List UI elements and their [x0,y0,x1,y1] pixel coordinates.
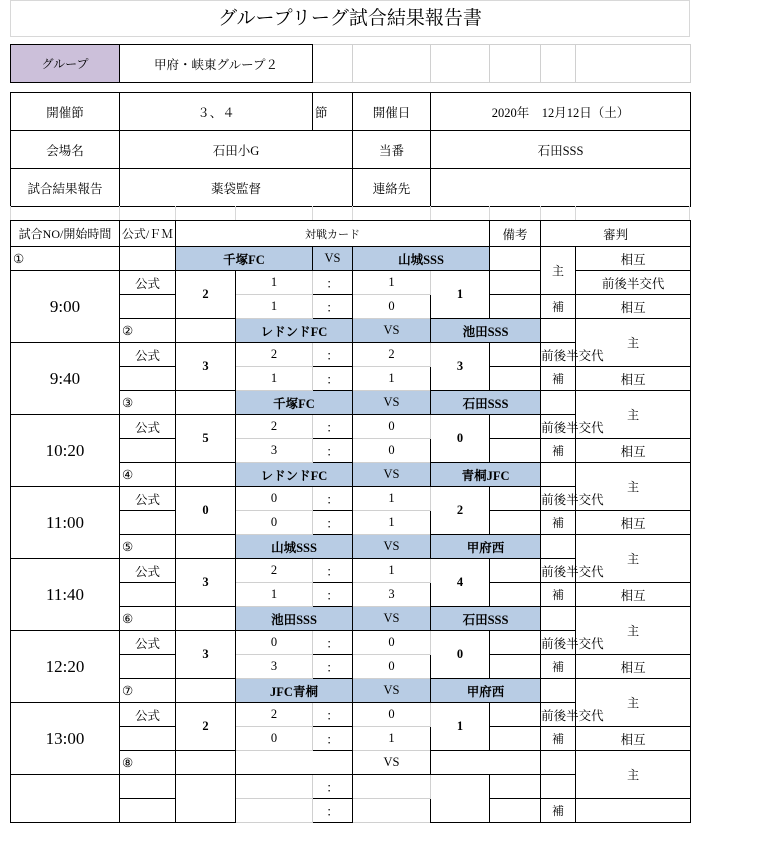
reporter-value: 薬袋監督 [120,169,353,207]
away-team: 甲府西 [431,679,541,703]
referee-sub: 相互 [576,439,691,463]
results-table [10,220,691,823]
vs-label: VS [353,607,431,631]
reporter-label: 試合結果報告 [11,169,120,207]
away-first-half: 2 [353,343,431,367]
referee-sub: 相互 [576,583,691,607]
away-first-half: 1 [353,271,431,295]
home-second-half: 3 [236,655,313,679]
away-team: 甲府西 [431,535,541,559]
home-team: レドンドFC [236,319,353,343]
home-team: 山城SSS [236,535,353,559]
vs-label: VS [353,319,431,343]
header-match-no: 試合NO/開始時間 [11,221,120,247]
away-total [431,775,490,823]
match-time: 12:20 [11,631,120,703]
separator-gap [10,206,690,220]
date-label: 開催日 [353,93,431,131]
home-total: 3 [176,343,236,391]
match-time: 10:20 [11,415,120,487]
vs-label: VS [353,679,431,703]
home-total: 2 [176,271,236,319]
home-team: 千塚FC [176,247,313,271]
referee-main-2: 前後半交代 [541,703,576,727]
match-time: 11:40 [11,559,120,631]
score-colon: ： [313,799,353,823]
away-first-half: 1 [353,487,431,511]
away-team [431,751,541,775]
away-team: 青桐JFC [431,463,541,487]
venue-value: 石田小G [120,131,353,169]
home-first-half: 0 [236,631,313,655]
referee-main-2: 前後半交代 [541,631,576,655]
home-team [236,751,353,775]
away-second-half: 0 [353,439,431,463]
home-first-half [236,775,313,799]
vs-label: VS [313,247,353,271]
score-colon: ： [313,271,353,295]
referee-sub-label: 補 [541,367,576,391]
match-row [11,271,691,295]
away-total: 1 [431,271,490,319]
duty-value: 石田SSS [431,131,691,169]
group-value: 甲府・峡東グループ２ [120,45,313,83]
group-label: グループ [11,45,120,83]
match-type: 公式 [120,415,176,439]
header-card: 対戦カード [176,221,490,247]
match-type: 公式 [120,631,176,655]
away-second-half: 1 [353,367,431,391]
home-first-half: 2 [236,343,313,367]
home-total: 3 [176,631,236,679]
referee-sub-label: 補 [541,583,576,607]
referee-sub: 相互 [576,511,691,535]
score-colon: ： [313,655,353,679]
results-header-row [11,221,691,247]
referee-main-2: 前後半交代 [541,415,576,439]
match-number: ③ [120,391,176,415]
referee-sub-label: 補 [541,655,576,679]
referee-main-2 [541,775,576,799]
header-type: 公式/ＦＭ [120,221,176,247]
away-total: 1 [431,703,490,751]
referee-sub-label: 補 [541,511,576,535]
round-label: 開催節 [11,93,120,131]
info-table [10,92,691,207]
group-table [10,44,691,83]
referee-sub: 相互 [576,295,691,319]
match-time: 13:00 [11,703,120,775]
match-number: ⑦ [120,679,176,703]
referee-main-label: 主 [576,463,691,511]
referee-main-label: 主 [576,679,691,727]
duty-label: 当番 [353,131,431,169]
score-colon: ： [313,295,353,319]
away-first-half: 1 [353,559,431,583]
score-colon: ： [313,727,353,751]
away-team: 池田SSS [431,319,541,343]
home-total [176,775,236,823]
home-total: 3 [176,559,236,607]
match-time: 9:00 [11,271,120,343]
match-number: ⑤ [120,535,176,559]
home-team: JFC青桐 [236,679,353,703]
referee-main-label: 主 [576,535,691,583]
home-second-half [236,799,313,823]
match-time: 9:40 [11,343,120,415]
header-notes: 備考 [490,221,541,247]
away-second-half: 1 [353,511,431,535]
score-colon: ： [313,559,353,583]
away-second-half: 3 [353,583,431,607]
away-second-half: 0 [353,655,431,679]
score-colon: ： [313,367,353,391]
referee-main-label: 主 [576,751,691,799]
away-first-half: 0 [353,703,431,727]
header-referee: 審判 [541,221,691,247]
referee-main-label: 主 [576,319,691,367]
home-team: 千塚FC [236,391,353,415]
referee-sub [576,799,691,823]
match-row [11,247,691,271]
away-first-half: 0 [353,415,431,439]
away-second-half: 0 [353,295,431,319]
away-second-half [353,799,431,823]
away-total: 4 [431,559,490,607]
referee-main-2: 前後半交代 [541,343,576,367]
home-total: 0 [176,487,236,535]
home-second-half: 1 [236,583,313,607]
match-number: ⑧ [120,751,176,775]
referee-sub: 相互 [576,367,691,391]
match-type [120,775,176,799]
match-number: ② [120,319,176,343]
score-colon: ： [313,439,353,463]
date-value: 2020年 12月12日（土） [431,93,691,131]
referee-main-2: 前後半交代 [541,559,576,583]
score-colon: ： [313,487,353,511]
match-number: ⑥ [120,607,176,631]
home-second-half: 1 [236,367,313,391]
referee-main-1: 相互 [576,247,691,271]
score-colon: ： [313,583,353,607]
vs-label: VS [353,463,431,487]
match-time [11,775,120,823]
referee-main-label: 主 [576,607,691,655]
away-total: 0 [431,631,490,679]
match-type: 公式 [120,487,176,511]
home-first-half: 2 [236,415,313,439]
home-second-half: 3 [236,439,313,463]
away-first-half [353,775,431,799]
score-colon: ： [313,703,353,727]
away-team: 山城SSS [353,247,490,271]
referee-sub-label: 補 [541,295,576,319]
away-first-half: 0 [353,631,431,655]
home-second-half: 1 [236,295,313,319]
home-second-half: 0 [236,511,313,535]
referee-main-2: 前後半交代 [576,271,691,295]
round-suffix: 節 [313,93,353,131]
score-colon: ： [313,343,353,367]
match-number: ④ [120,463,176,487]
score-colon: ： [313,631,353,655]
contact-label: 連絡先 [353,169,431,207]
home-team: 池田SSS [236,607,353,631]
vs-label: VS [353,535,431,559]
referee-sub: 相互 [576,727,691,751]
away-second-half: 1 [353,727,431,751]
score-colon: ： [313,415,353,439]
referee-main-2: 前後半交代 [541,487,576,511]
referee-sub: 相互 [576,655,691,679]
score-colon: ： [313,775,353,799]
referee-sub-label: 補 [541,799,576,823]
match-type: 公式 [120,343,176,367]
away-total: 2 [431,487,490,535]
contact-value [431,169,691,207]
home-second-half: 0 [236,727,313,751]
home-total: 2 [176,703,236,751]
score-colon: ： [313,511,353,535]
home-first-half: 2 [236,703,313,727]
referee-main-label: 主 [541,247,576,295]
home-first-half: 2 [236,559,313,583]
match-type: 公式 [120,271,176,295]
home-first-half: 1 [236,271,313,295]
match-type: 公式 [120,559,176,583]
referee-sub-label: 補 [541,439,576,463]
vs-label: VS [353,751,431,775]
match-number: ① [11,247,120,271]
venue-label: 会場名 [11,131,120,169]
home-total: 5 [176,415,236,463]
away-total: 0 [431,415,490,463]
away-total: 3 [431,343,490,391]
away-team: 石田SSS [431,607,541,631]
referee-sub-label: 補 [541,727,576,751]
match-time: 11:00 [11,487,120,559]
match-type: 公式 [120,703,176,727]
report-title: グループリーグ試合結果報告書 [10,0,690,37]
round-value: ３、４ [120,93,313,131]
referee-main-label: 主 [576,391,691,439]
home-first-half: 0 [236,487,313,511]
home-team: レドンドFC [236,463,353,487]
away-team: 石田SSS [431,391,541,415]
vs-label: VS [353,391,431,415]
